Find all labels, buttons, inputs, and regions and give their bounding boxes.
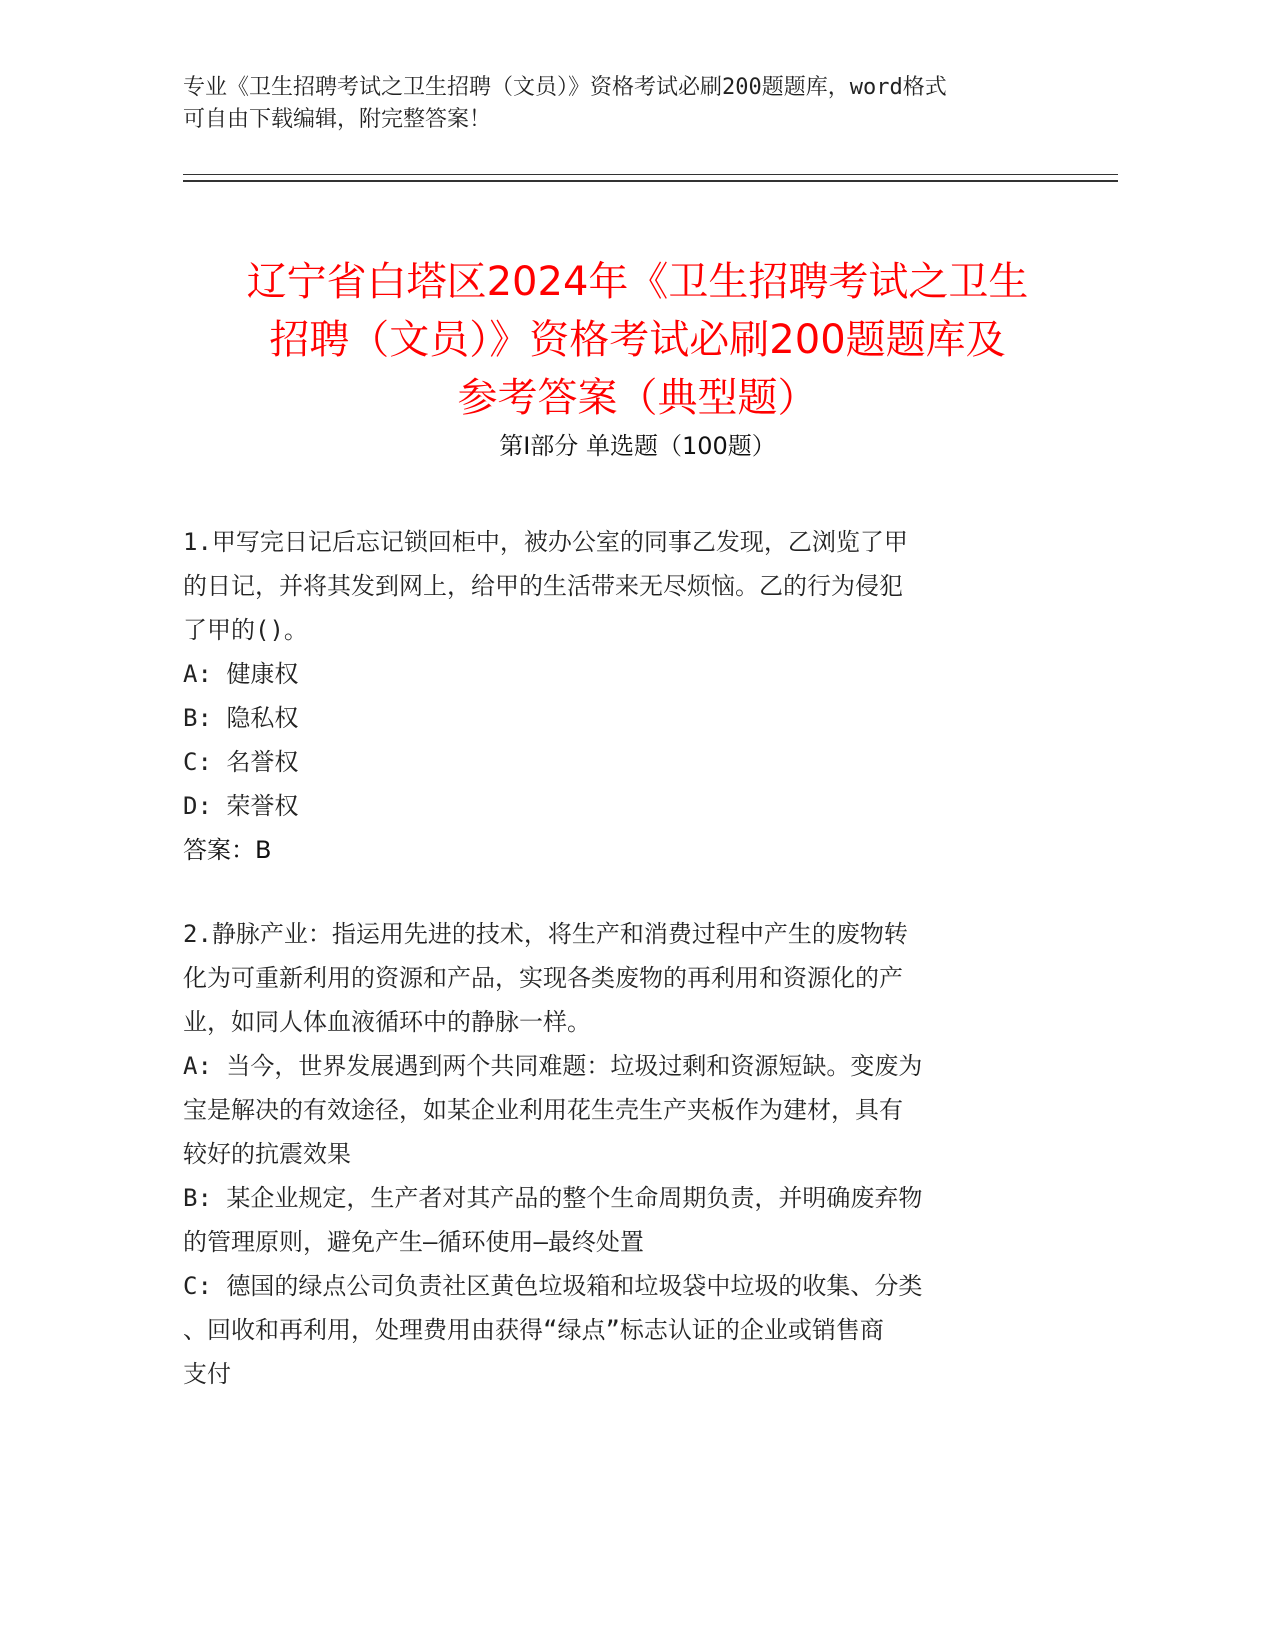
header-divider-thin [183, 174, 1118, 175]
header-divider-thick [183, 180, 1118, 182]
option-c: C: 名誉权 [183, 748, 299, 776]
answer-text: 答案：B [183, 836, 272, 864]
question-2 [183, 912, 1063, 1396]
header-note-line: 专业《卫生招聘考试之卫生招聘（文员）》资格考试必刷200题题库，word格式 [183, 75, 947, 100]
question-1 [183, 520, 1063, 872]
question-stem-line: 的日记，并将其发到网上，给甲的生活带来无尽烦恼。乙的行为侵犯 [183, 572, 903, 600]
question-stem-line: 业，如同人体血液循环中的静脉一样。 [183, 1008, 591, 1036]
header-note [183, 72, 1063, 136]
option-a-line: A: 当今，世界发展遇到两个共同难题：垃圾过剩和资源短缺。变废为 [183, 1052, 923, 1080]
question-stem-line: 化为可重新利用的资源和产品，实现各类废物的再利用和资源化的产 [183, 964, 903, 992]
header-note-line: 可自由下载编辑，附完整答案！ [183, 107, 492, 132]
option-b: B: 隐私权 [183, 704, 299, 732]
document-title [150, 253, 1125, 427]
option-b-line: B: 某企业规定，生产者对其产品的整个生命周期负责，并明确废弃物 [183, 1184, 923, 1212]
option-b-line: 的管理原则，避免产生—循环使用—最终处置 [183, 1228, 644, 1256]
option-a-line: 宝是解决的有效途径，如某企业利用花生壳生产夹板作为建材，具有 [183, 1096, 903, 1124]
option-c-line: 支付 [183, 1360, 231, 1388]
option-d: D: 荣誉权 [183, 792, 299, 820]
question-stem-line: 1.甲写完日记后忘记锁回柜中，被办公室的同事乙发现，乙浏览了甲 [183, 528, 908, 556]
option-c-line: C: 德国的绿点公司负责社区黄色垃圾箱和垃圾袋中垃圾的收集、分类 [183, 1272, 923, 1300]
section-heading: 第Ⅰ部分 单选题（100题） [499, 432, 776, 460]
question-stem-line: 2.静脉产业：指运用先进的技术，将生产和消费过程中产生的废物转 [183, 920, 908, 948]
question-stem-line: 了甲的()。 [183, 616, 308, 644]
option-a: A: 健康权 [183, 660, 299, 688]
title-line: 辽宁省白塔区2024年《卫生招聘考试之卫生 [246, 258, 1029, 305]
title-line: 参考答案（典型题） [457, 374, 818, 421]
title-line: 招聘（文员）》资格考试必刷200题题库及 [269, 316, 1006, 363]
option-a-line: 较好的抗震效果 [183, 1140, 351, 1168]
option-c-line: 、回收和再利用，处理费用由获得“绿点”标志认证的企业或销售商 [183, 1316, 884, 1344]
